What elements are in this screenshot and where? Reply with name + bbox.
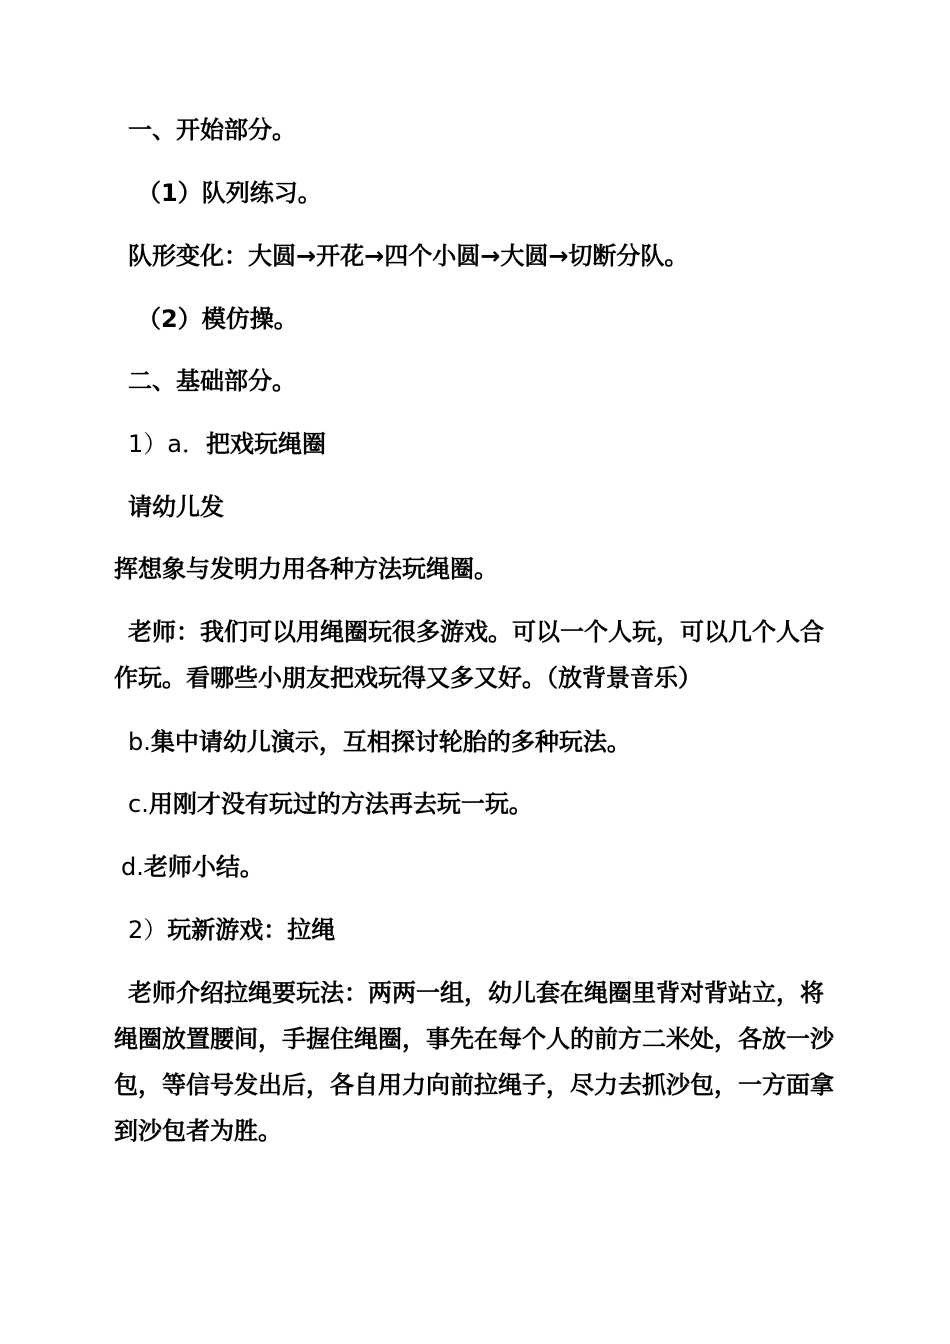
subsection-2-heading (128, 915, 335, 945)
step-c-prefix: c. (128, 790, 149, 818)
step-d (121, 852, 264, 882)
item-2-imitation-exercise: （2）模仿操。 (137, 305, 298, 333)
step-c-text: 用刚才没有玩过的方法再去玩一玩。 (148, 790, 533, 818)
rules-line-3: 包，等信号发出后，各自用力向前拉绳子，尽力去抓沙包，一方面拿 (114, 1071, 834, 1099)
invite-line-1: 请幼儿发 (128, 493, 224, 521)
formation-change: 队形变化：大圆→开花→四个小圆→大圆→切断分队。 (128, 242, 689, 270)
step-b (128, 727, 631, 757)
step-b-prefix: b. (128, 728, 151, 756)
step-c (128, 789, 533, 819)
item-1-queue-practice: （1）队列练习。 (137, 179, 322, 207)
subsection-1-heading (128, 429, 326, 459)
teacher-line-1: 老师：我们可以用绳圈玩很多游戏。可以一个人玩，可以几个人合 (128, 618, 824, 646)
subsection-1-title: 把戏玩绳圈 (205, 430, 326, 458)
step-b-text: 集中请幼儿演示，互相探讨轮胎的多种玩法。 (150, 728, 631, 756)
rules-line-4: 到沙包者为胜。 (114, 1117, 282, 1145)
subsection-2-title: 玩新游戏：拉绳 (167, 916, 336, 944)
step-d-text: 老师小结。 (143, 853, 264, 881)
subsection-1-prefix: 1）a． (128, 430, 206, 458)
teacher-line-2: 作玩。看哪些小朋友把戏玩得又多又好。（放背景音乐） (114, 664, 702, 692)
section-1-heading: 一、开始部分。 (128, 116, 296, 144)
rules-line-2: 绳圈放置腰间，手握住绳圈，事先在每个人的前方二米处，各放一沙 (114, 1025, 834, 1053)
rules-line-1: 老师介绍拉绳要玩法：两两一组，幼儿套在绳圈里背对背站立，将 (128, 979, 824, 1007)
section-2-heading: 二、基础部分。 (128, 367, 296, 395)
invite-line-2: 挥想象与发明力用各种方法玩绳圈。 (114, 555, 498, 583)
step-d-prefix: d. (121, 853, 144, 881)
subsection-2-prefix: 2） (128, 916, 168, 944)
